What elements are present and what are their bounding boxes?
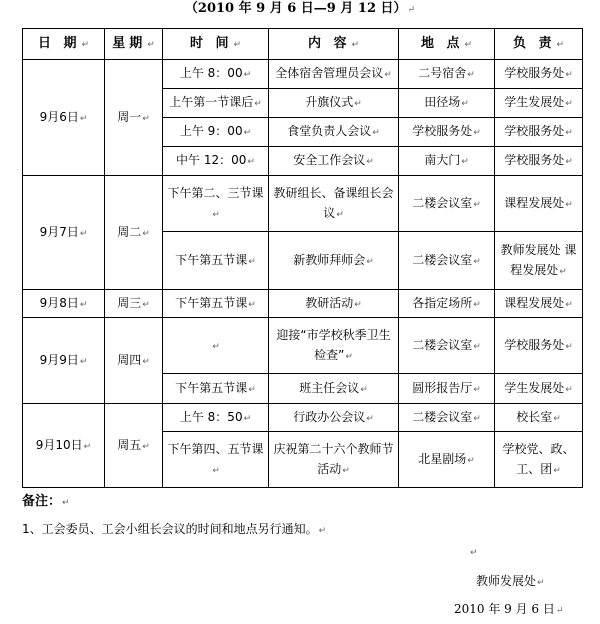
time-cell: 下午第二、三节课↵ <box>163 176 269 232</box>
paragraph-mark-icon: ↵ <box>407 5 416 15</box>
title-text: （2010 年 9 月 6 日—9 月 12 日） <box>184 1 407 16</box>
time-cell: 上午 8：50↵ <box>163 404 269 432</box>
weekday-cell: 周一↵ <box>105 60 163 176</box>
content-cell: 新教师拜师会↵ <box>269 232 399 290</box>
weekday-cell: 周三↵ <box>105 290 163 318</box>
content-cell: 安全工作会议↵ <box>269 147 399 176</box>
date-cell: 9月7日↵ <box>23 176 105 290</box>
notes-item: 1、工会委员、工会小组长会议的时间和地点另行通知。↵ <box>22 522 327 536</box>
date-cell: 9月6日↵ <box>23 60 105 176</box>
header-time: 时 间↵ <box>163 29 269 60</box>
table-header-row <box>23 29 583 60</box>
place-cell: 南大门↵ <box>399 147 495 176</box>
table-row <box>23 290 583 318</box>
content-cell: 班主任会议↵ <box>269 374 399 404</box>
place-cell: 二楼会议室↵ <box>399 232 495 290</box>
content-cell: 教研组长、备课组长会议↵ <box>269 176 399 232</box>
paragraph-mark-icon: ↵ <box>470 548 478 558</box>
date-cell: 9月9日↵ <box>23 318 105 404</box>
time-cell: 下午第五节课↵ <box>163 290 269 318</box>
document-title <box>0 0 600 22</box>
owner-cell: 学校服务处↵ <box>495 118 583 147</box>
place-cell: 田径场↵ <box>399 89 495 118</box>
table-row <box>23 404 583 432</box>
owner-cell: 学校党、政、工、团↵ <box>495 432 583 488</box>
time-cell: 下午第五节课↵ <box>163 374 269 404</box>
place-cell: 二楼会议室↵ <box>399 404 495 432</box>
table-row <box>23 318 583 374</box>
time-cell: 下午第五节课↵ <box>163 232 269 290</box>
notes-heading: 备注：↵ <box>22 494 70 509</box>
content-cell: 庆祝第二十六个教师节活动↵ <box>269 432 399 488</box>
time-cell: 上午 9：00↵ <box>163 118 269 147</box>
content-cell: 行政办公会议↵ <box>269 404 399 432</box>
time-cell: 中午 12：00↵ <box>163 147 269 176</box>
header-content: 内 容↵ <box>269 29 399 60</box>
owner-cell: 课程发展处↵ <box>495 290 583 318</box>
owner-cell: 学生发展处↵ <box>495 89 583 118</box>
owner-cell: 学校服务处↵ <box>495 60 583 89</box>
content-cell: 升旗仪式↵ <box>269 89 399 118</box>
place-cell: 二楼会议室↵ <box>399 176 495 232</box>
header-place: 地 点↵ <box>399 29 495 60</box>
place-cell: 二楼会议室↵ <box>399 318 495 374</box>
date-cell: 9月8日↵ <box>23 290 105 318</box>
owner-cell: 课程发展处↵ <box>495 176 583 232</box>
header-weekday: 星期↵ <box>105 29 163 60</box>
place-cell: 各指定场所↵ <box>399 290 495 318</box>
schedule-table <box>22 28 583 488</box>
owner-cell: 校长室↵ <box>495 404 583 432</box>
time-cell: 上午第一节课后↵ <box>163 89 269 118</box>
time-cell: ↵ <box>163 318 269 374</box>
weekday-cell: 周二↵ <box>105 176 163 290</box>
place-cell: 学校服务处↵ <box>399 118 495 147</box>
owner-cell: 学校服务处↵ <box>495 318 583 374</box>
place-cell: 二号宿舍↵ <box>399 60 495 89</box>
place-cell: 北星剧场↵ <box>399 432 495 488</box>
owner-cell: 学校服务处↵ <box>495 147 583 176</box>
weekday-cell: 周四↵ <box>105 318 163 404</box>
content-cell: 食堂负责人会议↵ <box>269 118 399 147</box>
header-date: 日 期↵ <box>23 29 105 60</box>
header-owner: 负 责↵ <box>495 29 583 60</box>
owner-cell: 学生发展处↵ <box>495 374 583 404</box>
content-cell: 全体宿舍管理员会议↵ <box>269 60 399 89</box>
table-row <box>23 60 583 89</box>
date-cell: 9月10日↵ <box>23 404 105 488</box>
signature-date: 2010 年 9 月 6 日↵ <box>454 602 564 616</box>
weekday-cell: 周五↵ <box>105 404 163 488</box>
owner-cell: 教师发展处 课程发展处↵ <box>495 232 583 290</box>
time-cell: 下午第四、五节课↵ <box>163 432 269 488</box>
content-cell: 迎接“市学校秋季卫生检查”↵ <box>269 318 399 374</box>
time-cell: 上午 8：00↵ <box>163 60 269 89</box>
table-row <box>23 176 583 232</box>
content-cell: 教研活动↵ <box>269 290 399 318</box>
place-cell: 圆形报告厅↵ <box>399 374 495 404</box>
signature-org: 教师发展处↵ <box>476 574 545 588</box>
